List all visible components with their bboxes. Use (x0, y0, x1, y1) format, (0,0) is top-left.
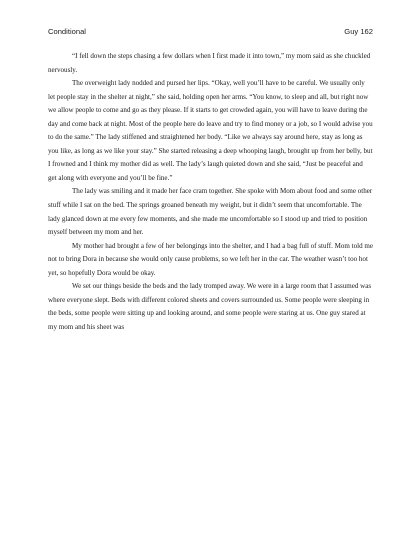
paragraph: “I fell down the steps chasing a few dollars when I first made it into town,” my mom said as she chuckled nervously. (48, 52, 371, 74)
running-title: Conditional (48, 27, 86, 36)
paragraph: The overweight lady nodded and pursed her lips. “Okay, well you’ll have to be careful. We usually only let people stay in the shelter at night,” she said, holding open her arms. “You know, to sleep and all, but right now we allow people to come and go as they please. If it starts to get crowded again, you will have to leave during the day and come back at night. Most of the people here do leave and try to find money or a job, so I would advise you to do the same.” The lady stiffened and straightened her body. “Like we always say around here, stay as long as you like, as long as we like your stay.” She started releasing a deep whooping laugh, brought up from her belly, but I frowned and I think my mother did as well. The lady’s laugh quieted down and she said, “Just be peaceful and get along with everyone and you’ll be fine.” (48, 79, 373, 182)
running-header (48, 27, 373, 36)
paragraph: We set our things beside the beds and the lady tromped away. We were in a large room that I assumed was where everyone slept. Beds with different colored sheets and covers surrounded us. Some people were sleeping in the beds, some people were sitting up and looking around, and some people were staring at us. One guy stared at my mom and his sheet was (48, 282, 372, 331)
paragraph: The lady was smiling and it made her face cram together. She spoke with Mom about food and some other stuff while I sat on the bed. The springs groaned beneath my weight, but it didn’t seem that uncomfortable. The lady glanced down at me every few moments, and she made me uncomfortable so I stood up and tried to position myself between my mom and her. (48, 187, 373, 237)
paragraph: My mother had brought a few of her belongings into the shelter, and I had a bag full of stuff. Mom told me not to bring Dora in because she would only cause problems, so we left her in the car. The weather wasn’t too hot yet, so hopefully Dora would be okay. (48, 241, 373, 277)
body-text (48, 50, 373, 334)
page-number: Guy 162 (344, 27, 373, 36)
